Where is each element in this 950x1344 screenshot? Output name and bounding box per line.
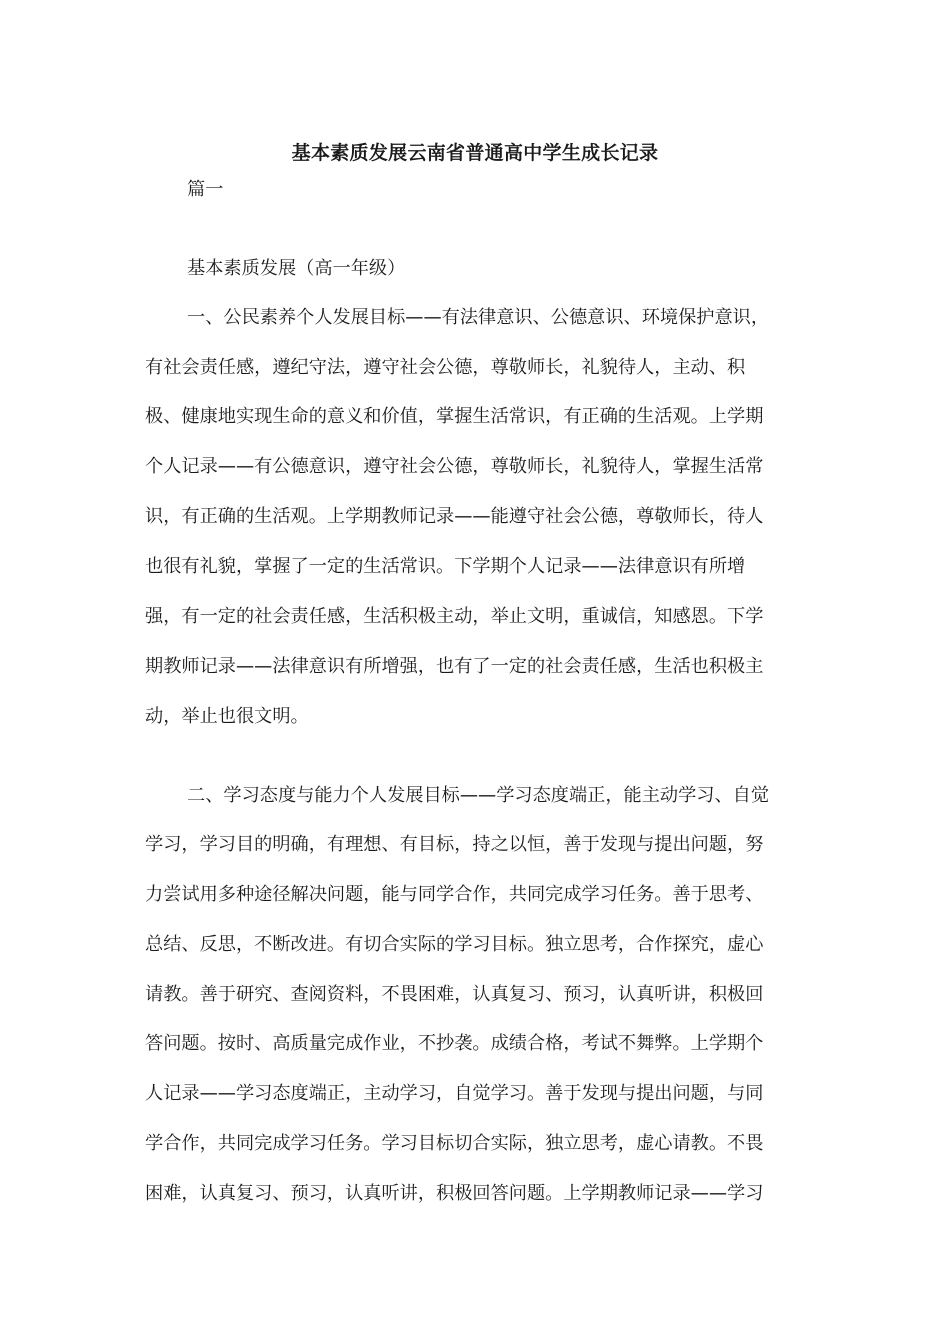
section-label: 篇一 (187, 179, 224, 200)
paragraph-line: 极、健康地实现生命的意义和价值，掌握生活常识，有正确的生活观。上学期 (145, 406, 764, 427)
paragraph-line: 学合作，共同完成学习任务。学习目标切合实际，独立思考，虚心请教。不畏 (145, 1133, 764, 1154)
paragraph-line: 个人记录——有公德意识，遵守社会公德，尊敬师长，礼貌待人，掌握生活常 (145, 456, 764, 477)
paragraph-line: 力尝试用多种途径解决问题，能与同学合作，共同完成学习任务。善于思考、 (145, 884, 764, 905)
paragraph-line: 总结、反思，不断改进。有切合实际的学习目标。独立思考，合作探究，虚心 (145, 934, 764, 955)
paragraph-line: 识，有正确的生活观。上学期教师记录——能遵守社会公德，尊敬师长，待人 (145, 506, 764, 527)
paragraph-line: 人记录——学习态度端正，主动学习，自觉学习。善于发现与提出问题，与同 (145, 1083, 764, 1104)
paragraph-line: 学习，学习目的明确，有理想、有目标，持之以恒，善于发现与提出问题，努 (145, 834, 764, 855)
paragraph-line: 动，举止也很文明。 (145, 706, 309, 727)
paragraph-line: 强，有一定的社会责任感，生活积极主动，举止文明，重诚信，知感恩。下学 (145, 606, 764, 627)
paragraph-line: 期教师记录——法律意识有所增强，也有了一定的社会责任感，生活也积极主 (145, 656, 764, 677)
paragraph-line: 请教。善于研究、查阅资料，不畏困难，认真复习、预习，认真听讲，积极回 (145, 984, 764, 1005)
grade-heading: 基本素质发展（高一年级） (187, 258, 406, 279)
paragraph-line: 有社会责任感，遵纪守法，遵守社会公德，尊敬师长，礼貌待人，主动、积 (145, 357, 746, 378)
paragraph-line: 困难，认真复习、预习，认真听讲，积极回答问题。上学期教师记录——学习 (145, 1183, 764, 1204)
document-title: 基本素质发展云南省普通高中学生成长记录 (291, 142, 659, 164)
paragraph-line: 也很有礼貌，掌握了一定的生活常识。下学期个人记录——法律意识有所增 (145, 556, 746, 577)
paragraph-line: 答问题。按时、高质量完成作业，不抄袭。成绩合格，考试不舞弊。上学期个 (145, 1033, 764, 1054)
paragraph-line: 一、公民素养个人发展目标——有法律意识、公德意识、环境保护意识， (187, 307, 770, 328)
paragraph-line: 二、学习态度与能力个人发展目标——学习态度端正，能主动学习、自觉 (187, 785, 770, 806)
